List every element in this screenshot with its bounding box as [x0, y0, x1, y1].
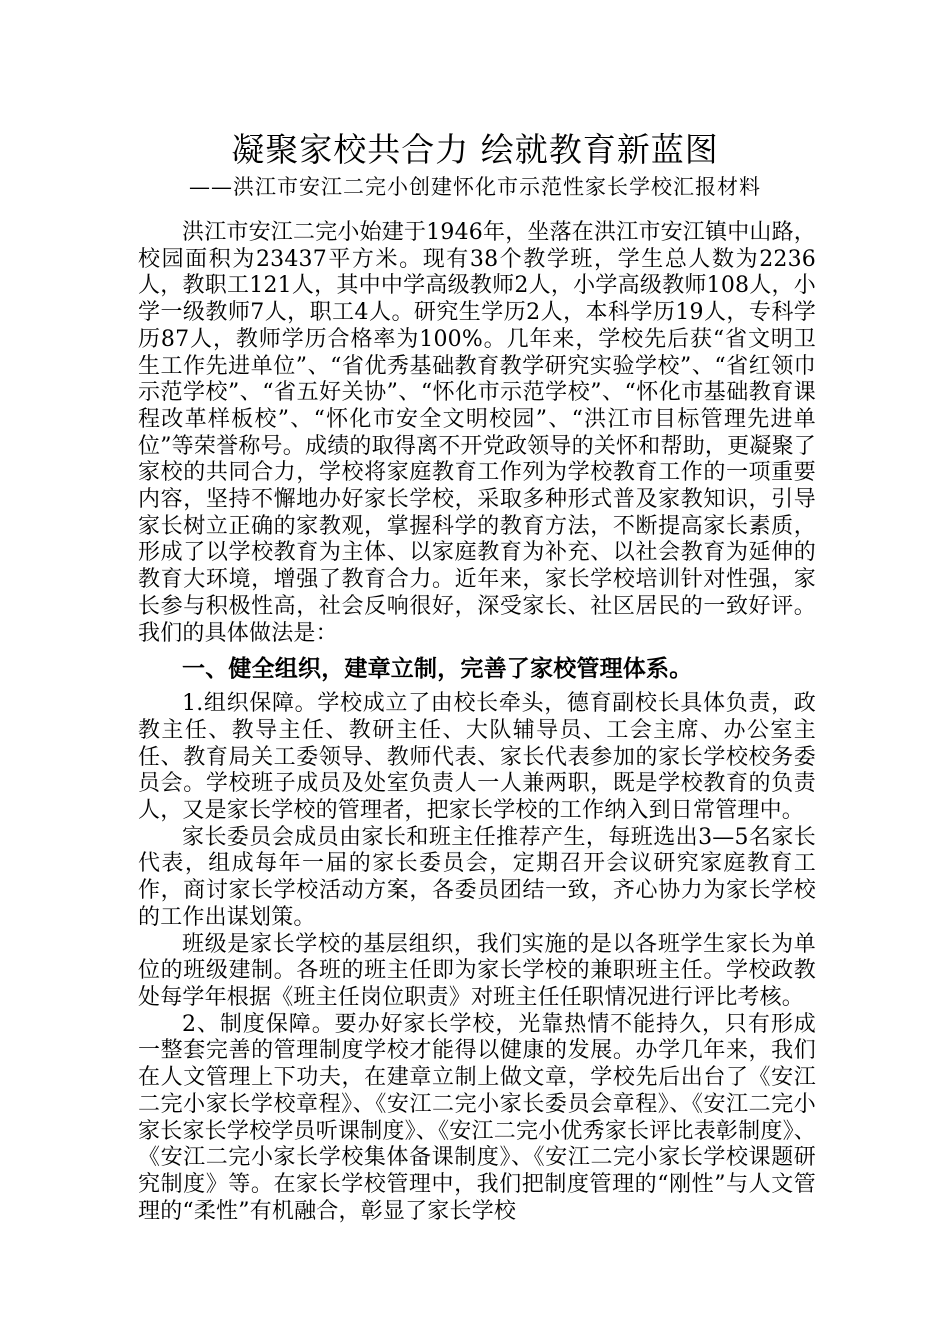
document-subtitle: ——洪江市安江二完小创建怀化市示范性家长学校汇报材料 [189, 175, 761, 199]
intro-paragraph: 洪江市安江二完小始建于1946年，坐落在洪江市安江镇中山路，校园面积为23437平方米。现有38个教学班，学生总人数为2236人，教职工121人，其中中学高级教师2人，小学高级教师108人，小学一级教师7人，职工4人。研究生学历2人，本科学历19人，专科学历87人，教师学历合格率为100%。几年来，学校先后获“省文明卫生工作先进单位”、“省优秀基础教育教学研究实验学校”、“省红领巾示范学校”、“省五好关协”、“怀化市示范学校”、“怀化市基础教育课程改革样板校”、“怀化市安全文明校园”、“洪江市目标管理先进单位”等荣誉称号。成绩的取得离不开党政领导的关怀和帮助，更凝聚了家校的共同合力，学校将家庭教育工作列为学校教育工作的一项重要内容，坚持不懈地办好家长学校，采取多种形式普及家教知识，引导家长树立正确的家教观，掌握科学的教育方法，不断提高家长素质，形成了以学校教育为主体、以家庭教育为补充、以社会教育为延伸的教育大环境，增强了教育合力。近年来，家长学校培训针对性强，家长参与积极性高，社会反响很好，深受家长、社区居民的一致好评。我们的具体做法是： [138, 220, 816, 646]
body-paragraph: 2、制度保障。要办好家长学校，光靠热情不能持久，只有形成一整套完善的管理制度学校才能得以健康的发展。办学几年来，我们在人文管理上下功夫，在建章立制上做文章，学校先后出台了《安江二完小家长学校章程》、《安江二完小家长委员会章程》、《安江二完小家长家长学校学员听课制度》、《安江二完小优秀家长评比表彰制度》、《安江二完小家长学校集体备课制度》、《安江二完小家长学校课题研究制度》等。在家长学校管理中，我们把制度管理的“刚性”与人文管理的“柔性”有机融合，彰显了家长学校 [138, 1011, 816, 1224]
body-paragraph: 班级是家长学校的基层组织，我们实施的是以各班学生家长为单位的班级建制。各班的班主任即为家长学校的兼职班主任。学校政教处每学年根据《班主任岗位职责》对班主任任职情况进行评比考核。 [138, 931, 816, 1010]
section-heading: 一、健全组织，建章立制，完善了家校管理体系。 [182, 655, 693, 683]
body-paragraph: 家长委员会成员由家长和班主任推荐产生，每班选出3—5名家长代表，组成每年一届的家长委员会，定期召开会议研究家庭教育工作，商讨家长学校活动方案，各委员团结一致，齐心协力为家长学校的工作出谋划策。 [138, 824, 816, 930]
document-title: 凝聚家校共合力 绘就教育新蓝图 [231, 130, 719, 169]
body-paragraph: 1.组织保障。学校成立了由校长牵头，德育副校长具体负责，政教主任、教导主任、教研主任、大队辅导员、工会主席、办公室主任、教育局关工委领导、教师代表、家长代表参加的家长学校校务委员会。学校班子成员及处室负责人一人兼两职，既是学校教育的负责人，又是家长学校的管理者，把家长学校的工作纳入到日常管理中。 [138, 691, 816, 824]
document-body [138, 220, 816, 1225]
